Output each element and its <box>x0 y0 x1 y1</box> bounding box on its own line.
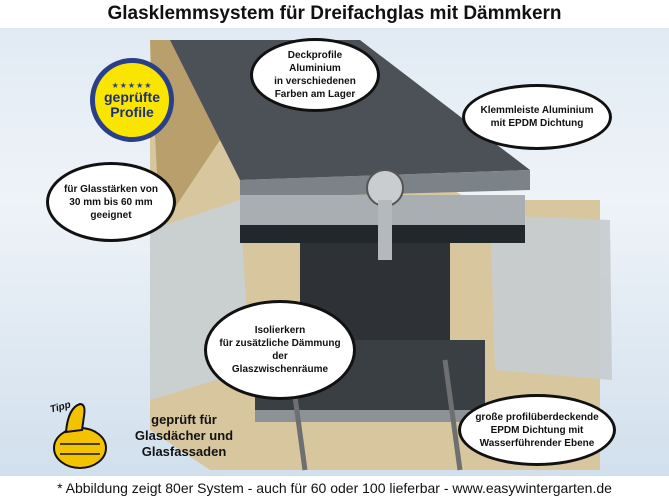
callout-line: für zusätzliche Dämmung <box>219 338 341 349</box>
callout-line: Klemmleiste Aluminium <box>480 105 594 116</box>
callout-line: mit EPDM Dichtung <box>490 118 584 129</box>
callout-line: Wasserführender Ebene <box>479 437 595 449</box>
callout-line: 30 mm bis 60 mm <box>69 196 153 208</box>
callout-line: EPDM Dichtung mit <box>490 424 584 436</box>
callout-line: Deckprofile Aluminium <box>287 50 343 74</box>
callout-line: geeignet <box>90 209 132 221</box>
title-bar <box>0 0 669 28</box>
callout-epdm-seal <box>458 394 616 466</box>
certified-profile-badge <box>90 58 174 142</box>
callout-line: große profilüberdeckende <box>475 411 599 423</box>
tip-text <box>134 412 234 460</box>
callout-line: in verschiedenen <box>274 76 356 87</box>
footer-bar <box>0 476 669 500</box>
tip-line: geprüft für <box>151 412 217 427</box>
callout-insulation-core <box>204 300 356 400</box>
callout-clamp-bar <box>462 84 612 150</box>
callout-line: Isolierkern <box>254 325 306 336</box>
callout-line: für Glasstärken von <box>64 183 158 195</box>
star-rating-icon: ★★★★★ <box>111 80 153 90</box>
badge-line1: geprüfte <box>104 88 160 105</box>
callout-cover-profile <box>250 38 380 112</box>
callout-line: Glaszwischenräume <box>231 364 329 375</box>
badge-line2: Profile <box>110 103 154 120</box>
page-title: Glasklemmsystem für Dreifachglas mit Dämmkern <box>107 3 562 24</box>
callout-line: Farben am Lager <box>274 89 356 100</box>
tip-line: Glasfassaden <box>141 444 227 459</box>
tip-label: Tipp <box>48 399 73 416</box>
callout-glass-thickness <box>46 162 176 242</box>
tip-line: Glasdächer und <box>134 428 234 443</box>
footer-note: * Abbildung zeigt 80er System - auch für 60 oder 100 lieferbar - www.easywintergarten.de <box>57 480 612 496</box>
callout-line: der <box>272 351 288 362</box>
